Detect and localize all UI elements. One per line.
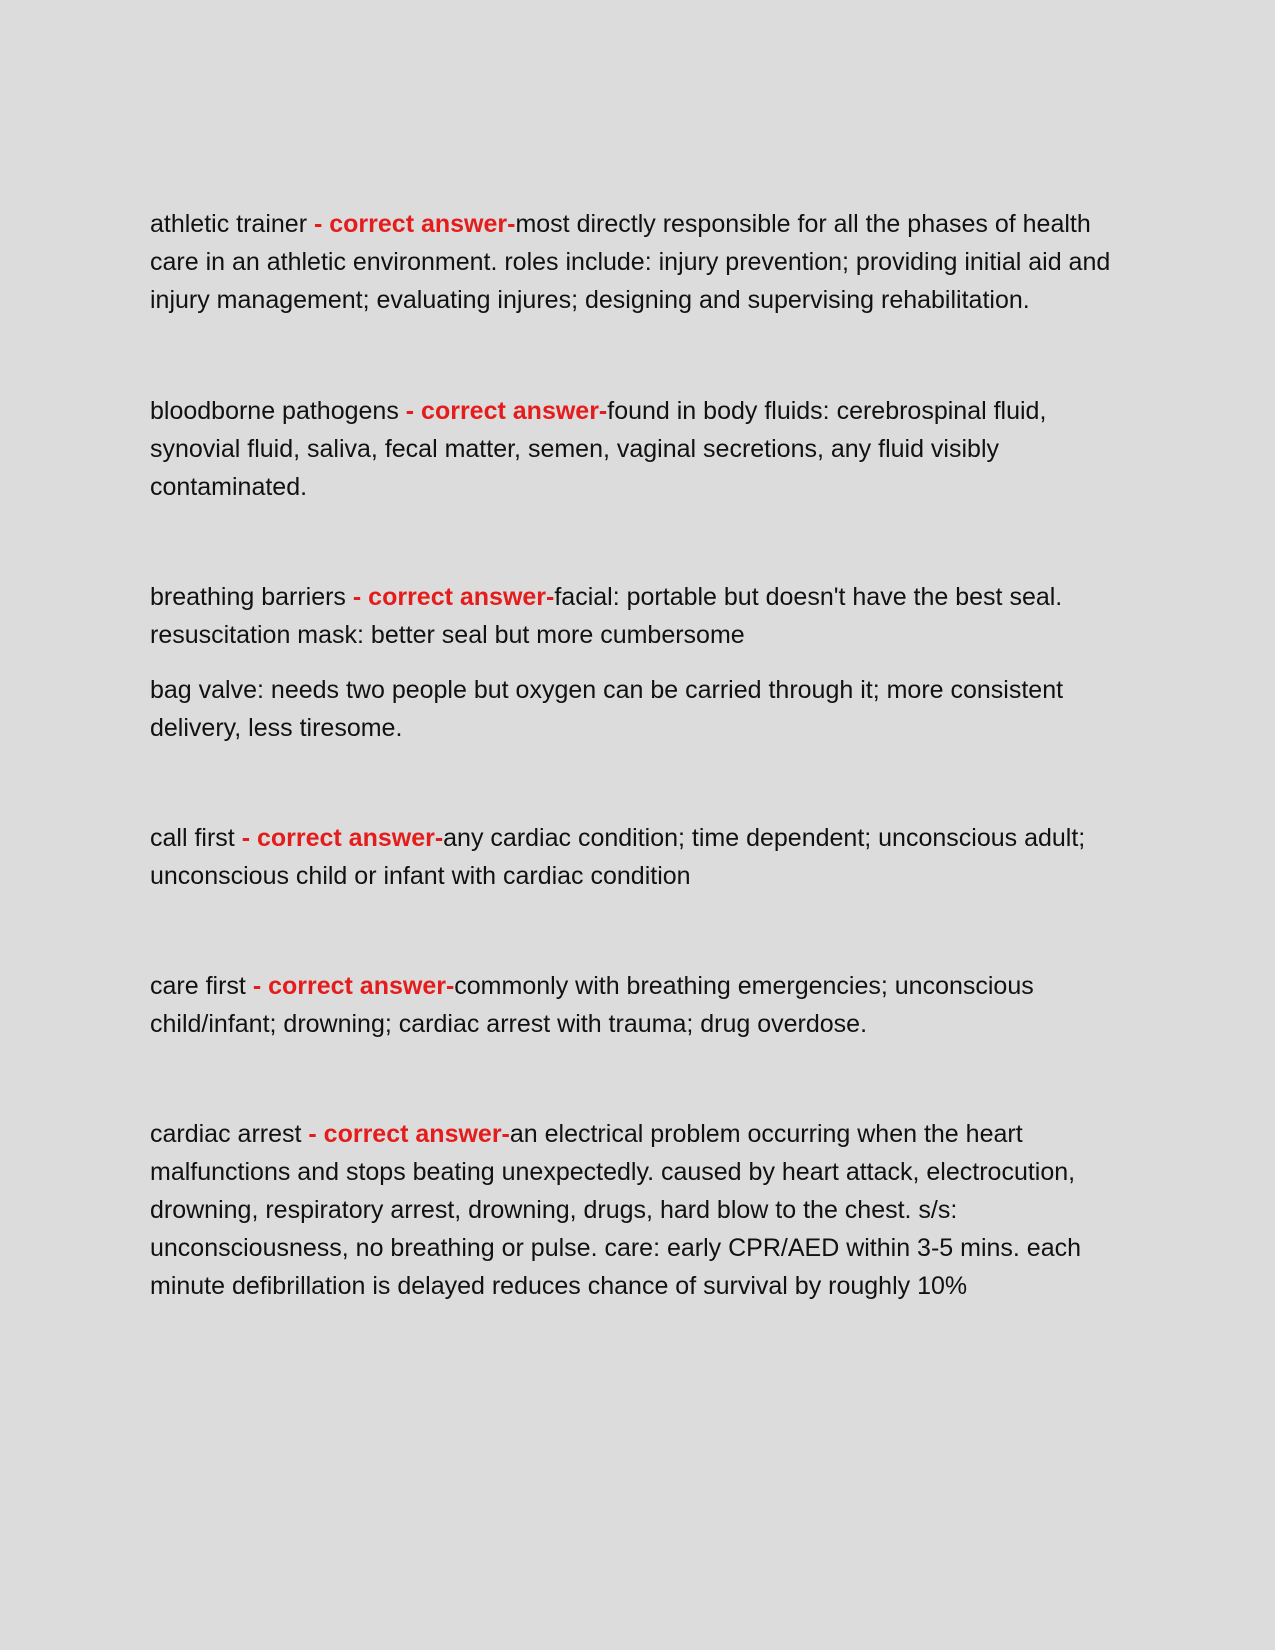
flashcard-entry xyxy=(150,1115,1140,1305)
entry-paragraph xyxy=(150,392,1140,506)
entry-paragraph xyxy=(150,1115,1140,1305)
entry-definition: any cardiac condition; time dependent; unconscious adult; unconscious child or infant with cardiac condition xyxy=(150,824,1086,890)
entry-term: bloodborne pathogens xyxy=(150,397,399,425)
entry-term: athletic trainer xyxy=(150,210,308,238)
entry-paragraph xyxy=(150,819,1140,895)
answer-separator: - correct answer- xyxy=(252,972,455,1000)
flashcard-entry xyxy=(150,578,1140,747)
entry-term: call first xyxy=(150,824,235,852)
entry-term: care first xyxy=(150,972,246,1000)
flashcard-entry xyxy=(150,392,1140,506)
entry-paragraph xyxy=(150,578,1140,654)
entry-paragraph xyxy=(150,205,1140,319)
flashcard-entry xyxy=(150,967,1140,1043)
entry-term: breathing barriers xyxy=(150,583,346,611)
document-page xyxy=(150,205,1140,1305)
answer-separator: - correct answer- xyxy=(405,397,608,425)
entry-definition: found in body fluids: cerebrospinal fluid, synovial fluid, saliva, fecal matter, semen, vaginal secretions, any fluid visibly contaminated. xyxy=(150,397,1047,501)
answer-separator: - correct answer- xyxy=(352,583,555,611)
flashcard-entry xyxy=(150,819,1140,895)
entry-definition: an electrical problem occurring when the heart malfunctions and stops beating unexpectedly. caused by heart attack, electrocution, drowning, respiratory arrest, drowning, drugs, hard blow to the chest. s/s: unconsciousness, no breathing or pulse. care: early CPR/AED within 3-5 mins. each minute defibrillation is delayed reduces chance of survival by roughly 10% xyxy=(150,1120,1082,1300)
entry-term: cardiac arrest xyxy=(150,1120,302,1148)
entry-definition: commonly with breathing emergencies; unconscious child/infant; drowning; cardiac arrest with trauma; drug overdose. xyxy=(150,972,1034,1038)
answer-separator: - correct answer- xyxy=(241,824,444,852)
entry-paragraph xyxy=(150,967,1140,1043)
entry-definition: most directly responsible for all the phases of health care in an athletic environment. roles include: injury prevention; providing initial aid and injury management; evaluating injures; designing and supervising rehabilitation. xyxy=(150,210,1111,314)
answer-separator: - correct answer- xyxy=(308,1120,510,1148)
answer-separator: - correct answer- xyxy=(313,210,516,238)
flashcard-entry xyxy=(150,205,1140,319)
entry-definition: facial: portable but doesn't have the best seal. resuscitation mask: better seal but more cumbersome xyxy=(150,583,1063,649)
entry-continuation: bag valve: needs two people but oxygen can be carried through it; more consistent delivery, less tiresome. xyxy=(150,676,1064,742)
